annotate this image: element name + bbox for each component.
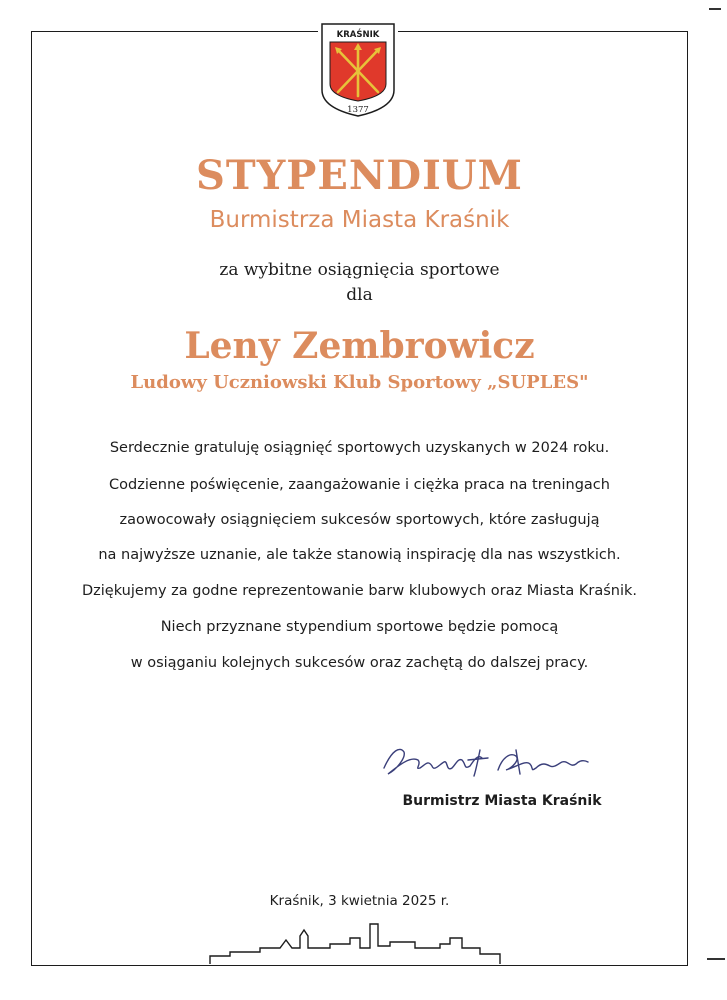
certificate-title: STYPENDIUM (196, 152, 523, 199)
city-skyline (200, 918, 520, 968)
body-line: Niech przyznane stypendium sportowe będzie pomocą (160, 619, 559, 635)
recipient-name: Leny Zembrowicz (184, 325, 535, 367)
signer-title: Burmistrz Miasta Kraśnik (402, 793, 602, 809)
crest-town-name: KRAŚNIK (336, 30, 380, 40)
crest-year: 1377 (347, 105, 369, 115)
body-line: Codzienne poświęcenie, zaangażowanie i ciężka praca na treningach (109, 477, 610, 493)
body-line: na najwyższe uznanie, ale także stanowią inspirację dla nas wszystkich. (98, 547, 621, 563)
scan-mark (709, 8, 721, 10)
date-line: Kraśnik, 3 kwietnia 2025 r. (269, 893, 450, 909)
for-word: dla (346, 285, 373, 305)
award-reason: za wybitne osiągnięcia sportowe (219, 260, 500, 280)
body-line: w osiąganiu kolejnych sukcesów oraz zachętą do dalszej pracy. (130, 655, 589, 671)
club-name: Ludowy Uczniowski Klub Sportowy „SUPLES" (130, 372, 589, 393)
certificate-subtitle: Burmistrza Miasta Kraśnik (209, 207, 510, 233)
town-crest (318, 20, 398, 120)
body-line: Dziękujemy za godne reprezentowanie barw klubowych oraz Miasta Kraśnik. (82, 583, 637, 599)
handwritten-signature (370, 730, 610, 790)
scan-mark (707, 958, 725, 960)
body-line: Serdecznie gratuluję osiągnięć sportowych uzyskanych w 2024 roku. (109, 440, 610, 456)
body-line: zaowocowały osiągnięciem sukcesów sportowych, które zasługują (119, 512, 600, 528)
